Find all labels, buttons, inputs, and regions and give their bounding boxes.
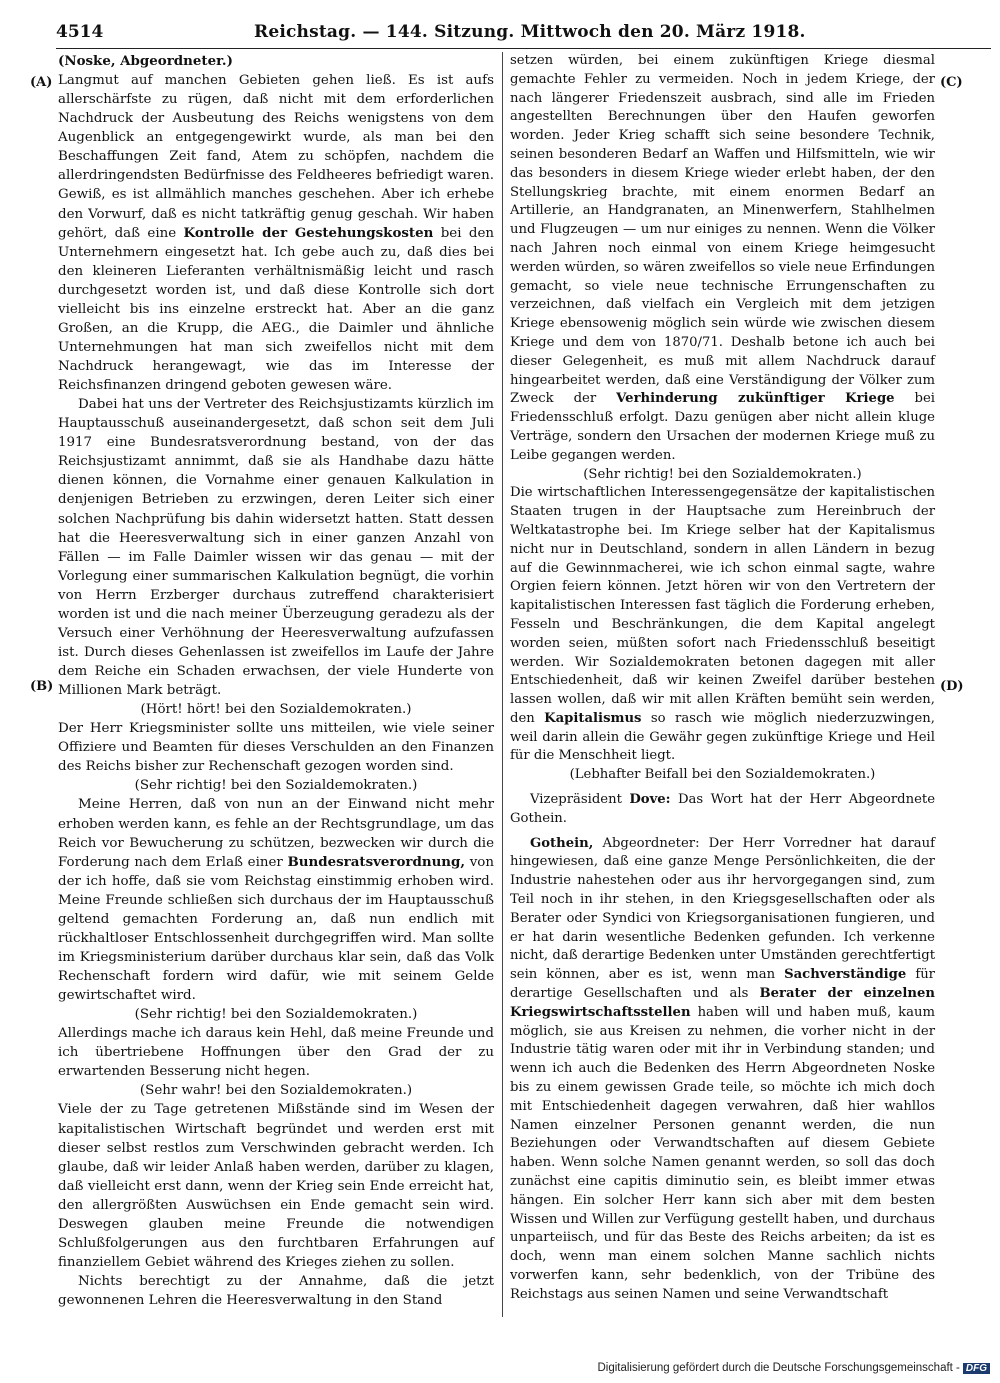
interjection: (Sehr richtig! bei den Sozialdemokraten.) [583, 466, 862, 482]
margin-marker-c: (C) [940, 75, 963, 90]
dfg-logo: DFG [963, 1363, 990, 1374]
speaker-tag: (Noske, Abgeordneter.) [58, 53, 233, 69]
interjection: (Hört! hört! bei den Sozialdemokraten.) [140, 702, 412, 718]
interjection: (Sehr wahr! bei den Sozialdemokraten.) [139, 1083, 413, 1099]
column-divider [502, 52, 503, 1317]
page-header [56, 22, 991, 46]
paragraph: Die wirtschaftlichen Interessengegensätze der kapitalistischen Staaten trugen in der Hauptsache zum Hereinbruch der Weltkatastrophe bei. Im Kriege selber hat der Kapitalismus nicht nur in Deutschland, sondern in allen Ländern in bezug auf die Gewinnmacherei, wie ich schon einmal sagte, wahre Orgien feiern können. Jetzt hören wir von den Vertretern der kapitalistischen Interessen fast täglich die Forderung erheben, Fesseln und Beschränkungen, die dem Kapital angelegt worden seien, müßten sofort nach Friedensschluß beseitigt werden. Wir Sozialdemokraten betonen dagegen mit aller Entschiedenheit, daß wir keinen Zweifel darüber bestehen lassen wollen, daß wir mit allen Kräften bemüht sein werden, den Kapitalismus so rasch wie möglich niederzuzwingen, weil darin allein die Gewähr gegen zukünftige Kriege und Heil für die Menschheit liegt. [510, 485, 935, 764]
footer-credit [597, 1362, 990, 1374]
paragraph: Dabei hat uns der Vertreter des Reichsjustizamts kürzlich im Hauptausschuß auseinandergesetzt, daß schon seit dem Juli 1917 eine Bundesratsverordnung bestand, von der das Reichsjustizamt annimmt, daß sie als Handhabe dazu hätte dienen können, die Vornahme einer genauen Kalkulation in denjenigen Betrieben zu erzwingen, deren Leiter sich einer solchen Nachprüfung bis dahin widersetzt hatten. Statt dessen hat die Heeresverwaltung sich in einer ganzen Anzahl von Fällen — im Falle Daimler wissen wir das genau — mit der Vorlegung einer summarischen Kalkulation begnügt, die vorhin von Herrn Erzberger durchaus zutreffend charakterisiert worden ist und die nach meiner Überzeugung geradezu als der Versuch einer Verhöhnung der Heeresverwaltung aufzufassen ist. Durch dieses Gehenlassen ist zweifellos im Laufe der Jahre dem Reiche ein Schaden erwachsen, der viele Hunderte von Millionen Mark beträgt. [58, 397, 494, 699]
footer-text: Digitalisierung gefördert durch die Deutsche Forschungsgemeinschaft - [597, 1362, 960, 1374]
paragraph: Der Herr Kriegsminister sollte uns mitteilen, wie viele seiner Offiziere und Beamten für dieses Verschulden an den Finanzen des Reichs bisher zur Rechenschaft gezogen worden sind. [58, 721, 494, 775]
paragraph: Meine Herren, daß von nun an der Einwand nicht mehr erhoben werden kann, es fehle an der Rechtsgrundlage, um das Reich vor Bewucherung zu schützen, bezwecken wir durch die Forderung nach dem Erlaß einer Bundesratsverordnung, von der ich hoffe, daß sie vom Reichstag einstimmig erhoben wird. Meine Freunde schließen sich durchaus der im Hauptausschuß geltend gemachten Forderung an, daß nun endlich mit rückhaltloser Entschlossenheit durchgegriffen wird. Man sollte im Kriegsministerium darüber durchaus klar sein, daß das Volk Rechenschaft fordern wird dafür, wie mit seinem Gelde gewirtschaftet wird. [58, 797, 494, 1004]
margin-marker-b: (B) [30, 679, 54, 694]
paragraph: Nichts berechtigt zu der Annahme, daß die jetzt gewonnenen Lehren die Heeresverwaltung in den Stand [58, 1274, 494, 1309]
interjection: (Sehr richtig! bei den Sozialdemokraten.) [134, 1007, 418, 1023]
paragraph: Langmut auf manchen Gebieten gehen ließ. Es ist aufs allerschärfste zu rügen, daß nicht mit dem erforderlichen Nachdruck der Ausbeutung des Reichs wenigstens von dem Augenblick an entgegengewirkt wurde, als man bei den Beschaffungen Zeit fand, Atem zu schöpfen, nachdem die allerdringendsten Bedürfnisse des Feldheeres befriedigt waren. Gewiß, es ist allmählich manches geschehen. Aber ich erhebe den Vorwurf, daß es nicht tatkräftig genug geschah. Wir haben gehört, daß eine Kontrolle der Gestehungskosten bei den Unternehmern eingesetzt hat. Ich gebe auch zu, daß dies bei den kleineren Lieferanten verhältnismäßig leicht und rasch durchgesetzt worden ist, und daß diese Kontrolle sich dort vielleicht bis ins einzelne erstreckt hat. Aber an die ganz Großen, an die Krupp, die AEG., die Daimler und ähnliche Unternehmungen hat man sich zweifellos nicht mit dem Nachdruck herangewagt, wie das im Interesse der Reichsfinanzen dringend geboten gewesen wäre. [58, 73, 494, 394]
page-title: Reichstag. — 144. Sitzung. Mittwoch den 20. März 1918. [254, 22, 806, 42]
paragraph: Viele der zu Tage getretenen Mißstände sind im Wesen der kapitalistischen Wirtschaft begründet und werden erst mit dieser selbst restlos zum Verschwinden gebracht werden. Ich glaube, daß wir leider Anlaß haben werden, darüber zu klagen, daß vielleicht erst dann, wenn der Krieg sein Ende erreicht hat, den allergrößten Auswüchsen ein Ende gemacht sein wird. Deswegen glauben meine Freunde die notwendigen Schlußfolgerungen aus den furchtbaren Erfahrungen auf finanziellem Gebiet während des Krieges ziehen zu sollen. [58, 1102, 494, 1270]
interjection: (Sehr richtig! bei den Sozialdemokraten.) [134, 778, 418, 794]
header-rule [56, 48, 991, 49]
left-column [58, 52, 494, 1310]
paragraph: setzen würden, bei einem zukünftigen Kriege diesmal gemachte Fehler zu vermeiden. Noch in jedem Kriege, der nach längerer Friedenszeit ausbrach, sind alle im Frieden angestellten Berechnungen über den Haufen geworfen worden. Jeder Krieg schafft sich seine besondere Technik, seinen besonderen Bedarf an Waffen und Hilfsmitteln, wie wir das besonders in diesem Kriege wieder erlebt haben, der den Stellungskrieg brachte, mit einem enormen Bedarf an Artillerie, an Handgranaten, an Minenwerfern, Stahlhelmen und Flugzeugen — um nur einiges zu nennen. Wenn die Völker nach Jahren noch einmal von einem Kriege heimgesucht werden würden, so wären zweifellos so viele neue Erfindungen gemacht, so viele neue technische Errungenschaften zu verzeichnen, daß vielfach ein Vergleich mit dem jetzigen Kriege ebensowenig möglich sein würde wie zwischen diesem Kriege und dem von 1870/71. Deshalb betone ich auch bei dieser Gelegenheit, es muß mit allem Nachdruck darauf hingearbeitet werden, daß eine Verständigung der Völker zum Zweck der Verhinderung zukünftiger Kriege bei Friedensschluß erfolgt. Dazu genügen aber nicht allein kluge Verträge, sondern den Ursachen der modernen Kriege muß zu Leibe gegangen werden. [510, 53, 936, 463]
paragraph: Allerdings mache ich daraus kein Hehl, daß meine Freunde und ich übertriebene Hoffnungen über den Grad der zu erwartenden Besserung nicht hegen. [58, 1026, 494, 1080]
margin-marker-d: (D) [940, 679, 964, 694]
paragraph: Gothein, Abgeordneter: Der Herr Vorredner hat darauf hingewiesen, daß eine ganze Menge Persönlichkeiten, die der Industrie nahestehen oder aus ihr hervorgegangen sind, zum Teil noch in ihr stehen, in den Kriegsgesellschaften oder als Berater oder Syndici von Kriegsorganisationen fungieren, und er hat darin wesentliche Bedenken gefunden. Ich verkenne nicht, daß derartige Bedenken unter Umständen gerechtfertigt sein können, aber es ist, wenn man Sachverständige für derartige Gesellschaften und als Berater der einzelnen Kriegswirtschaftsstellen haben will und haben muß, kaum möglich, sie aus Kreisen zu nehmen, die vorher nicht in der Industrie tätig waren oder mit ihr in Verbindung standen; und wenn ich auch die Bedenken des Herrn Abgeordneten Noske bis zu einem gewissen Grade teile, so möchte ich mich doch mit Entschiedenheit dagegen verwahren, daß hier wahllos Namen einzelner Personen genannt werden, die nun Beziehungen oder Verwandtschaften auf diesem Gebiete haben. Wenn solche Namen genannt werden, so soll das doch zunächst eine capitis diminutio sein, es bleibt immer etwas hängen. Ein solcher Herr kann sich aber mit dem besten Wissen und Willen zur Verfügung gestellt haben, und durchaus unparteiisch, und für das Beste des Reichs arbeiten; da ist es doch, wenn man einem solchen Manne sachlich nichts vorwerfen kann, sehr bedenklich, von der Tribüne des Reichstags aus seinen Namen und seine Verwandtschaft [510, 835, 935, 1302]
right-column [510, 52, 935, 1305]
interjection: (Lebhafter Beifall bei den Sozialdemokraten.) [569, 767, 876, 783]
margin-marker-a: (A) [30, 75, 53, 90]
paragraph: Vizepräsident Dove: Das Wort hat der Herr Abgeordnete Gothein. [510, 792, 935, 826]
page-number: 4514 [56, 22, 104, 42]
